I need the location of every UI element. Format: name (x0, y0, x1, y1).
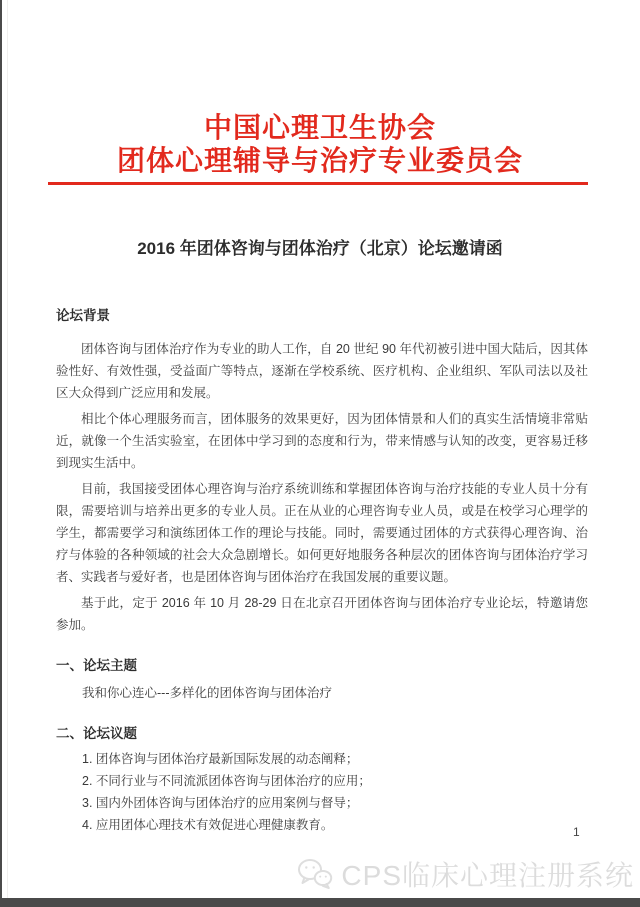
agenda-list (82, 748, 588, 836)
background-paragraph: 基于此，定于 2016 年 10 月 28-29 日在北京召开团体咨询与团体治疗专业论坛，特邀请您参加。 (56, 596, 588, 632)
screenshot-bottom-bar (0, 898, 640, 907)
agenda-item: 3. 国内外团体咨询与团体治疗的应用案例与督导； (82, 796, 359, 810)
section-heading-background: 论坛背景 (56, 308, 110, 323)
letterhead (0, 111, 640, 177)
background-paragraph: 团体咨询与团体治疗作为专业的助人工作，自 20 世纪 90 年代初被引进中国大陆后，因其体验性好、有效性强，受益面广等特点，逐渐在学校系统、医疗机构、企业组织、军队司法以及社区大众得到广泛应用和发展。 (56, 342, 588, 400)
background-paragraph: 目前，我国接受团体心理咨询与治疗系统训练和掌握团体咨询与治疗技能的专业人员十分有限，需要培训与培养出更多的专业人员。正在从业的心理咨询专业人员，或是在校学习心理学的学生，都需要学习和演练团体工作的理论与技能。同时，需要通过团体的方式获得心理咨询、治疗与体验的各种领域的社会大众急剧增长。如何更好地服务各种层次的团体咨询与团体治疗学习者、实践者与爱好者，也是团体咨询与团体治疗在我国发展的重要议题。 (56, 482, 588, 584)
watermark (296, 854, 634, 894)
letterhead-committee-name: 团体心理辅导与治疗专业委员会 (116, 145, 523, 176)
page-number: 1 (573, 825, 580, 839)
watermark-text: CPS临床心理注册系统 (341, 860, 634, 891)
background-paragraph: 相比个体心理服务而言，团体服务的效果更好，因为团体情景和人们的真实生活情境非常贴近，就像一个生活实验室，在团体中学习到的态度和行为，带来情感与认知的改变，更容易迁移到现实生活中。 (56, 412, 588, 470)
section-heading-agenda: 二、论坛议题 (56, 726, 137, 741)
letterhead-org-name: 中国心理卫生协会 (203, 112, 436, 143)
agenda-item: 1. 团体咨询与团体治疗最新国际发展的动态阐释； (82, 752, 359, 766)
section-heading-topic: 一、论坛主题 (56, 658, 137, 673)
letterhead-rule (48, 182, 588, 185)
topic-content: 我和你心连心---多样化的团体咨询与团体治疗 (82, 686, 332, 700)
agenda-item: 4. 应用团体心理技术有效促进心理健康教育。 (82, 818, 334, 832)
agenda-item: 2. 不同行业与不同流派团体咨询与团体治疗的应用； (82, 774, 371, 788)
document-title: 2016 年团体咨询与团体治疗（北京）论坛邀请函 (137, 239, 503, 258)
wechat-icon (296, 857, 334, 891)
document-body (56, 308, 588, 836)
